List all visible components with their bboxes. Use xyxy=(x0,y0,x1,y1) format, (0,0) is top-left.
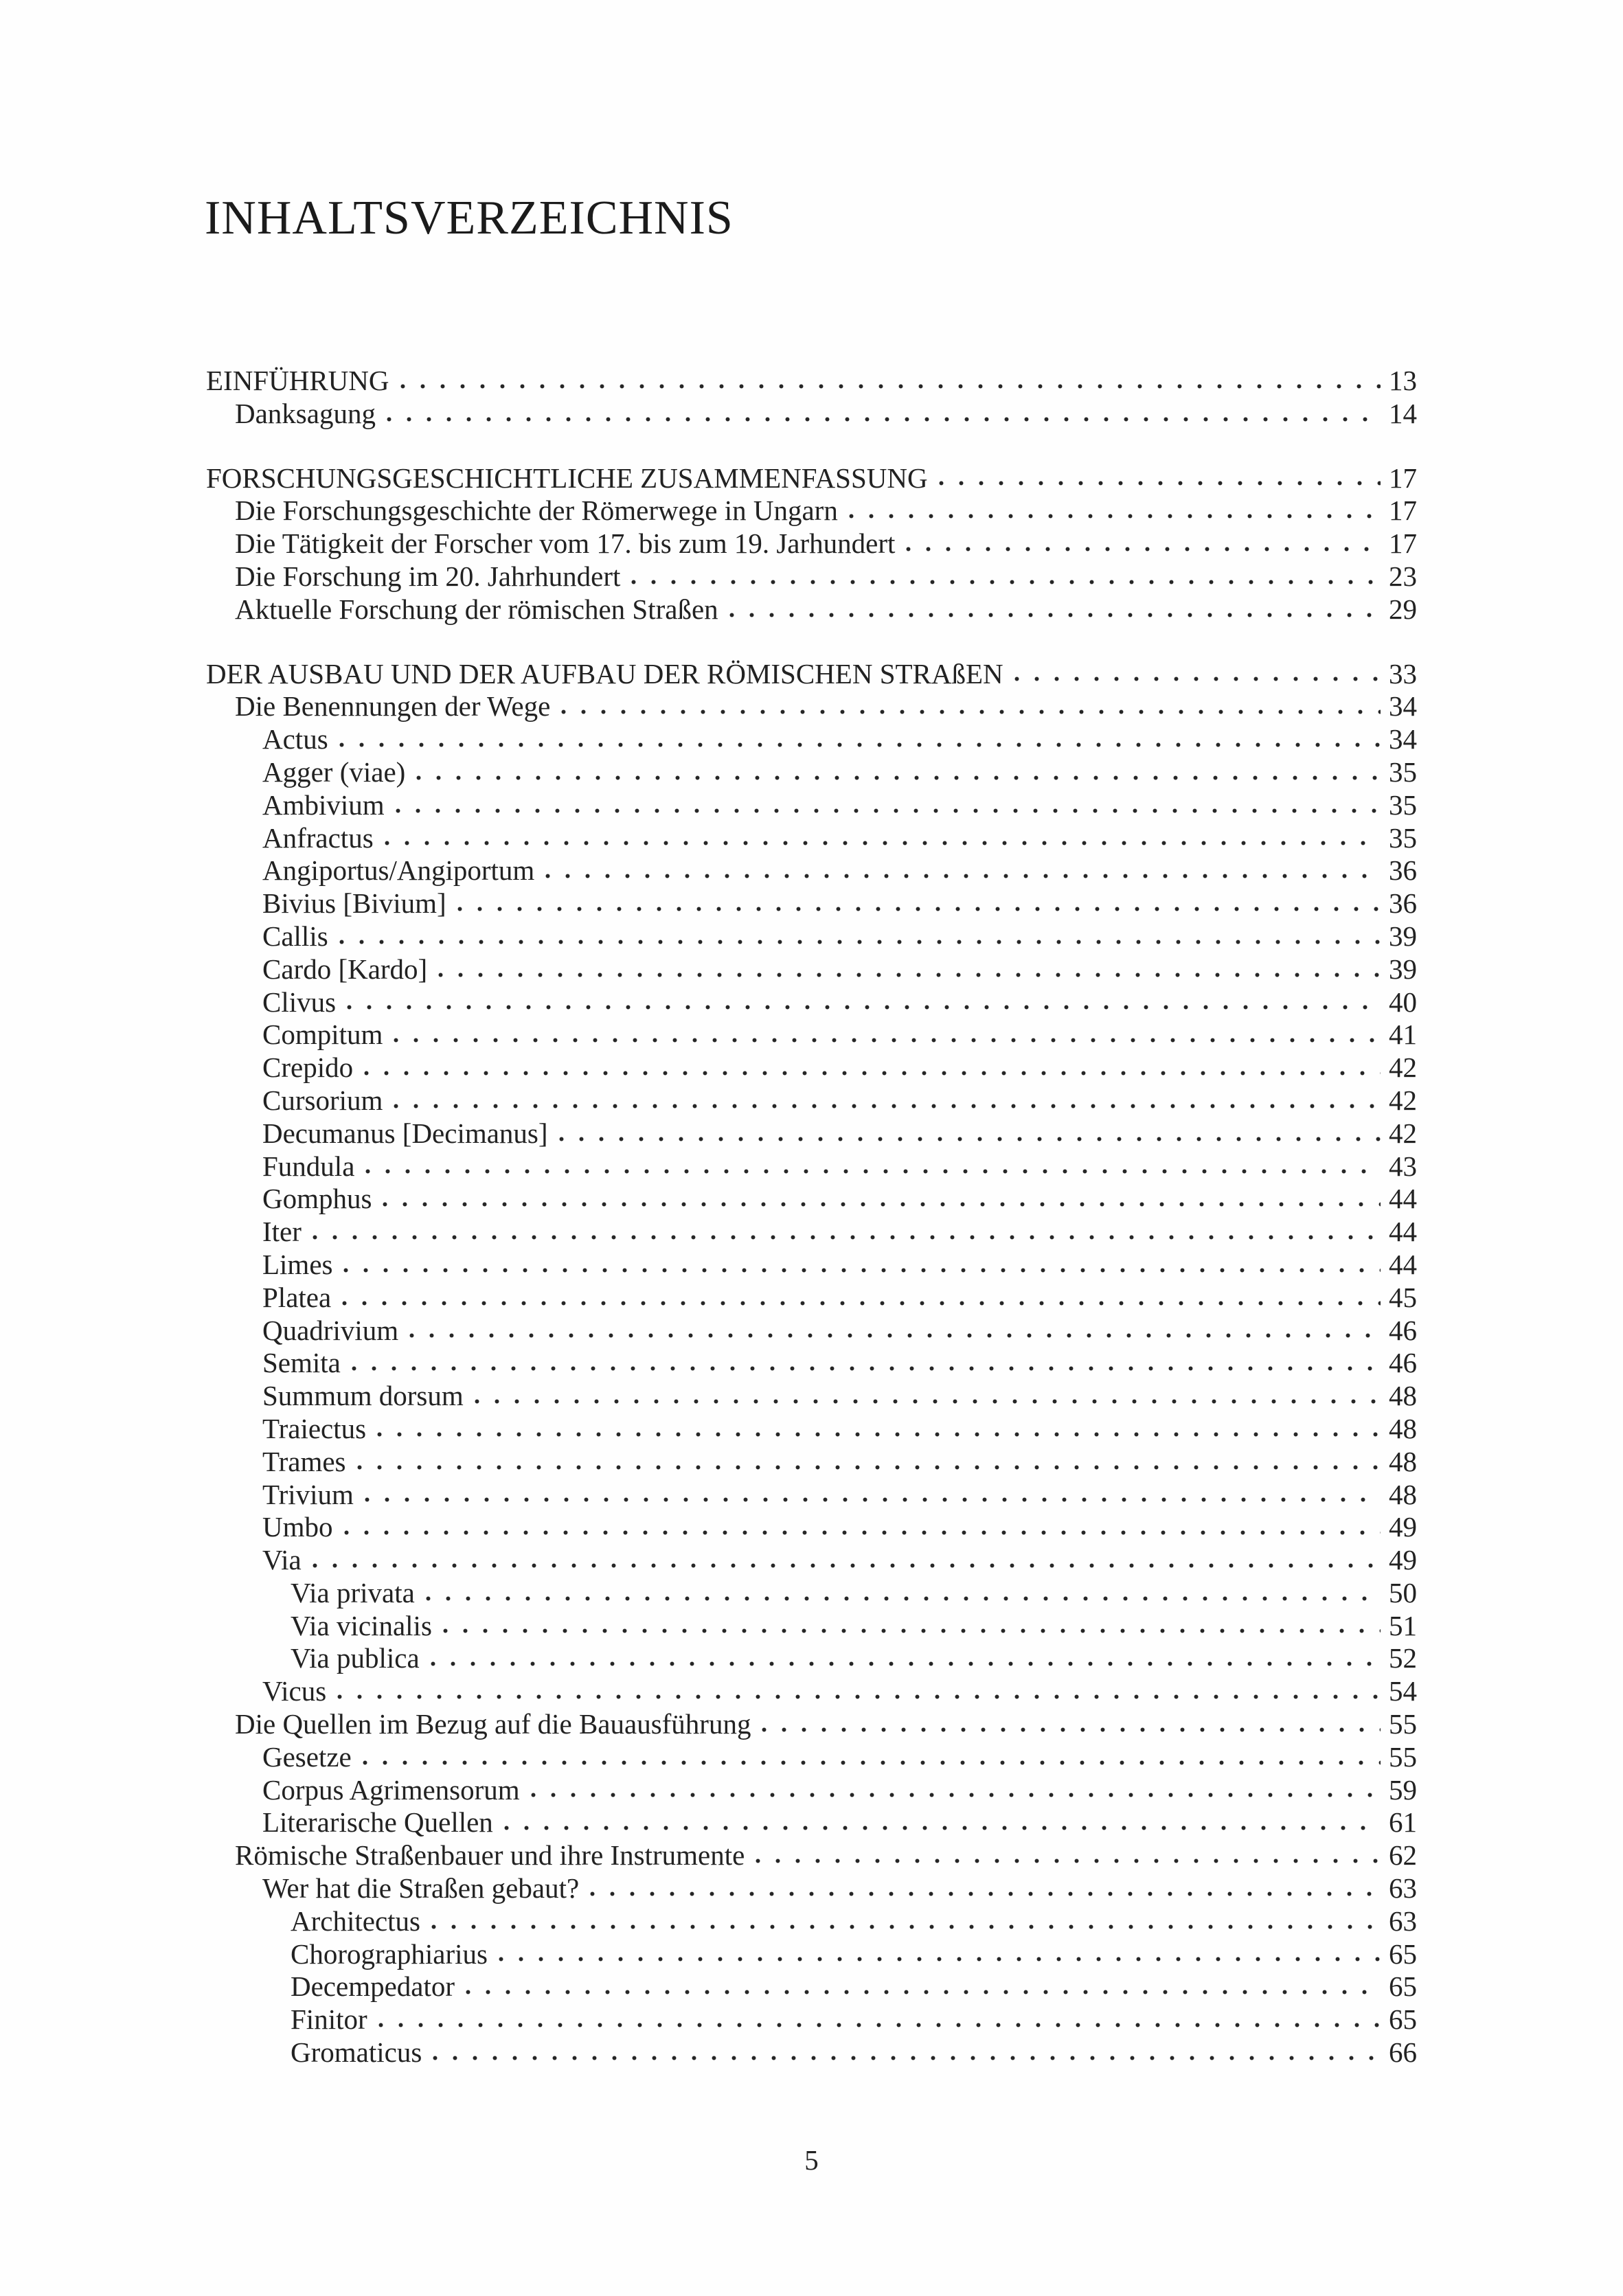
dot-leader xyxy=(378,2023,1381,2027)
toc-entry-label: EINFÜHRUNG xyxy=(206,365,389,396)
toc-entry-label: Cardo [Kardo] xyxy=(262,953,428,985)
toc-entry xyxy=(206,1741,1417,1774)
toc-entry-page-number: 17 xyxy=(1389,527,1417,560)
toc-entry xyxy=(206,1708,1417,1741)
toc-entry xyxy=(206,658,1417,691)
toc-entry-page-number: 29 xyxy=(1389,593,1417,625)
toc-entry xyxy=(206,1315,1417,1348)
toc-entry xyxy=(206,920,1417,953)
dot-leader xyxy=(906,547,1381,552)
toc-entry-label: Architectus xyxy=(291,1905,420,1937)
toc-entry-page-number: 65 xyxy=(1389,2003,1417,2036)
toc-entry-page-number: 14 xyxy=(1389,397,1417,429)
dot-leader xyxy=(431,1924,1381,1929)
toc-entry-page-number: 48 xyxy=(1389,1380,1417,1412)
dot-leader xyxy=(475,1399,1381,1404)
toc-entry-label: FORSCHUNGSGESCHICHTLICHE ZUSAMMENFASSUNG xyxy=(206,462,928,494)
toc-entry-page-number: 36 xyxy=(1389,854,1417,887)
toc-entry-page-number: 44 xyxy=(1389,1183,1417,1215)
toc-entry-label: Die Forschungsgeschichte der Römerwege in Ungarn xyxy=(235,495,838,527)
toc-entry-label: Crepido xyxy=(262,1052,354,1084)
dot-leader xyxy=(396,808,1381,813)
toc-entry xyxy=(206,2003,1417,2036)
toc-entry-label: Quadrivium xyxy=(262,1314,399,1346)
toc-entry-label: Clivus xyxy=(262,986,337,1018)
dot-leader xyxy=(409,1333,1381,1338)
toc-entry-label: Bivius [Bivium] xyxy=(262,887,446,920)
toc-entry-label: Callis xyxy=(262,920,328,952)
toc-entry-page-number: 65 xyxy=(1389,1937,1417,1970)
dot-leader xyxy=(342,1301,1381,1306)
toc-entry-label: Compitum xyxy=(262,1019,383,1051)
toc-entry-label: Wer hat die Straßen gebaut? xyxy=(262,1872,580,1905)
dot-leader xyxy=(343,1268,1381,1273)
dot-leader xyxy=(433,2056,1381,2060)
toc-entry-page-number: 33 xyxy=(1389,657,1417,690)
toc-entry-page-number: 36 xyxy=(1389,887,1417,920)
dot-leader xyxy=(365,1169,1381,1174)
dot-leader xyxy=(364,1071,1381,1076)
toc-entry-page-number: 46 xyxy=(1389,1314,1417,1346)
toc-entry-page-number: 44 xyxy=(1389,1216,1417,1248)
toc-entry-page-number: 17 xyxy=(1389,495,1417,527)
toc-entry-label: Trivium xyxy=(262,1478,354,1510)
toc-entry xyxy=(206,1249,1417,1282)
dot-leader xyxy=(531,1793,1381,1797)
toc-entry xyxy=(206,2036,1417,2069)
dot-leader xyxy=(431,1661,1381,1666)
toc-entry-label: Römische Straßenbauer und ihre Instrumente xyxy=(235,1839,745,1872)
toc-entry-page-number: 54 xyxy=(1389,1675,1417,1707)
toc-entry-label: Finitor xyxy=(291,2003,367,2036)
toc-entry xyxy=(206,1216,1417,1249)
toc-entry-page-number: 35 xyxy=(1389,788,1417,821)
toc-entry xyxy=(206,1183,1417,1216)
dot-leader xyxy=(631,580,1381,584)
dot-leader xyxy=(337,1694,1381,1699)
toc-entry-page-number: 42 xyxy=(1389,1084,1417,1116)
page-number: 5 xyxy=(804,2144,819,2176)
toc-entry xyxy=(206,1938,1417,1971)
dot-leader xyxy=(849,514,1381,519)
toc-entry-page-number: 62 xyxy=(1389,1839,1417,1872)
toc-entry-page-number: 44 xyxy=(1389,1248,1417,1280)
toc-entry-page-number: 65 xyxy=(1389,1970,1417,2003)
dot-leader xyxy=(352,1366,1381,1371)
toc-entry xyxy=(206,690,1417,723)
toc-entry-page-number: 17 xyxy=(1389,462,1417,494)
dot-leader xyxy=(394,1038,1381,1043)
toc-entry-label: Cursorium xyxy=(262,1084,383,1116)
toc-entry-page-number: 48 xyxy=(1389,1412,1417,1444)
toc-entry-label: Trames xyxy=(262,1445,346,1477)
dot-leader xyxy=(313,1563,1381,1568)
toc-entry xyxy=(206,1052,1417,1084)
toc-entry xyxy=(206,723,1417,756)
dot-leader xyxy=(377,1432,1381,1437)
toc-entry-page-number: 50 xyxy=(1389,1576,1417,1609)
dot-leader xyxy=(438,973,1381,977)
toc-entry xyxy=(206,1544,1417,1577)
toc-entry xyxy=(206,953,1417,986)
toc-entry-label: Via publica xyxy=(291,1642,420,1674)
toc-entry xyxy=(206,593,1417,626)
toc-entry-label: Decempedator xyxy=(291,1970,455,2003)
toc-entry-page-number: 23 xyxy=(1389,560,1417,592)
toc-entry-label: Summum dorsum xyxy=(262,1380,464,1412)
toc-entry xyxy=(206,1479,1417,1512)
toc-entry-label: Fundula xyxy=(262,1150,355,1182)
toc-entry xyxy=(206,1117,1417,1150)
dot-leader xyxy=(339,940,1381,944)
toc-entry xyxy=(206,789,1417,822)
toc-entry-page-number: 34 xyxy=(1389,723,1417,755)
toc-entry xyxy=(206,365,1417,398)
toc-entry xyxy=(206,1905,1417,1938)
dot-leader xyxy=(313,1235,1381,1240)
toc-entry-page-number: 55 xyxy=(1389,1708,1417,1740)
dot-leader xyxy=(559,1137,1381,1141)
toc-entry xyxy=(206,527,1417,560)
toc-entry-page-number: 48 xyxy=(1389,1445,1417,1477)
toc-entry-label: Gomphus xyxy=(262,1183,372,1215)
toc-entry xyxy=(206,1511,1417,1544)
dot-leader xyxy=(426,1596,1381,1601)
toc-entry xyxy=(206,1675,1417,1708)
toc-entry-page-number: 39 xyxy=(1389,953,1417,985)
dot-leader xyxy=(466,1990,1381,1994)
dot-leader xyxy=(363,1760,1381,1765)
toc-entry-page-number: 61 xyxy=(1389,1806,1417,1839)
toc-entry-label: DER AUSBAU UND DER AUFBAU DER RÖMISCHEN STRAßEN xyxy=(206,657,1003,690)
toc-entry-label: Actus xyxy=(262,723,328,755)
toc-entry-label: Vicus xyxy=(262,1675,327,1707)
dot-leader xyxy=(365,1497,1381,1502)
toc-entry-page-number: 34 xyxy=(1389,690,1417,723)
toc-entry-label: Die Benennungen der Wege xyxy=(235,690,551,723)
toc-entry xyxy=(206,822,1417,855)
dot-leader xyxy=(394,1104,1381,1109)
toc-entry xyxy=(206,1839,1417,1872)
toc-entry-page-number: 35 xyxy=(1389,755,1417,788)
toc-entry-label: Anfractus xyxy=(262,821,374,854)
table-of-contents xyxy=(206,365,1417,2069)
toc-entry-page-number: 42 xyxy=(1389,1052,1417,1084)
dot-leader xyxy=(443,1628,1381,1633)
toc-entry xyxy=(206,1413,1417,1446)
toc-entry xyxy=(206,1347,1417,1380)
toc-entry xyxy=(206,398,1417,431)
toc-entry-page-number: 42 xyxy=(1389,1117,1417,1149)
toc-entry xyxy=(206,1577,1417,1610)
toc-entry-label: Die Tätigkeit der Forscher vom 17. bis zum 19. Jarhundert xyxy=(235,527,896,560)
toc-entry xyxy=(206,1084,1417,1117)
toc-entry-page-number: 55 xyxy=(1389,1740,1417,1773)
toc-entry-label: Danksagung xyxy=(235,397,376,429)
dot-leader xyxy=(383,1202,1381,1207)
dot-leader xyxy=(339,742,1381,747)
toc-entry xyxy=(206,1970,1417,2003)
toc-entry xyxy=(206,1150,1417,1183)
toc-entry-page-number: 46 xyxy=(1389,1347,1417,1379)
toc-entry-label: Via xyxy=(262,1544,302,1576)
toc-entry-page-number: 51 xyxy=(1389,1609,1417,1641)
toc-entry xyxy=(206,1872,1417,1905)
toc-entry-page-number: 43 xyxy=(1389,1150,1417,1182)
toc-entry xyxy=(206,756,1417,789)
toc-entry-label: Limes xyxy=(262,1248,333,1280)
toc-entry-label: Semita xyxy=(262,1347,341,1379)
toc-entry-page-number: 59 xyxy=(1389,1773,1417,1806)
toc-entry-label: Decumanus [Decimanus] xyxy=(262,1117,548,1149)
toc-entry xyxy=(206,1774,1417,1807)
toc-entry-label: Agger (viae) xyxy=(262,755,406,788)
dot-leader xyxy=(939,481,1381,486)
dot-leader xyxy=(357,1465,1381,1470)
toc-entry-label: Gesetze xyxy=(262,1740,352,1773)
toc-entry xyxy=(206,1019,1417,1052)
toc-entry xyxy=(206,1610,1417,1643)
toc-entry-label: Umbo xyxy=(262,1511,333,1543)
toc-entry-page-number: 49 xyxy=(1389,1544,1417,1576)
toc-entry-page-number: 63 xyxy=(1389,1905,1417,1937)
toc-entry-page-number: 41 xyxy=(1389,1019,1417,1051)
toc-entry xyxy=(206,495,1417,527)
toc-entry xyxy=(206,887,1417,920)
dot-leader xyxy=(400,384,1381,389)
toc-entry-label: Angiportus/Angiportum xyxy=(262,854,535,887)
toc-entry xyxy=(206,1446,1417,1479)
toc-entry xyxy=(206,1282,1417,1315)
dot-leader xyxy=(545,874,1381,878)
toc-entry-page-number: 52 xyxy=(1389,1642,1417,1674)
toc-entry-label: Via vicinalis xyxy=(291,1609,432,1641)
dot-leader xyxy=(590,1891,1381,1896)
toc-entry xyxy=(206,1380,1417,1413)
toc-entry-label: Chorographiarius xyxy=(291,1937,488,1970)
toc-entry-label: Ambivium xyxy=(262,788,385,821)
toc-entry-page-number: 35 xyxy=(1389,821,1417,854)
toc-entry-label: Platea xyxy=(262,1281,332,1313)
dot-leader xyxy=(385,841,1381,845)
toc-entry-page-number: 39 xyxy=(1389,920,1417,952)
toc-entry-label: Gromaticus xyxy=(291,2036,422,2069)
dot-leader xyxy=(762,1727,1381,1732)
toc-entry-label: Die Forschung im 20. Jahrhundert xyxy=(235,560,621,592)
dot-leader xyxy=(756,1859,1381,1863)
toc-entry xyxy=(206,462,1417,495)
toc-entry-label: Traiectus xyxy=(262,1412,367,1444)
toc-entry-page-number: 40 xyxy=(1389,986,1417,1018)
page-title: INHALTSVERZEICHNIS xyxy=(205,191,734,245)
toc-entry xyxy=(206,1642,1417,1675)
toc-entry-page-number: 63 xyxy=(1389,1872,1417,1905)
toc-entry-page-number: 49 xyxy=(1389,1511,1417,1543)
dot-leader xyxy=(504,1826,1381,1830)
toc-entry xyxy=(206,854,1417,887)
dot-leader xyxy=(416,775,1381,780)
dot-leader xyxy=(347,1005,1381,1010)
toc-entry-page-number: 66 xyxy=(1389,2036,1417,2069)
toc-entry xyxy=(206,986,1417,1019)
dot-leader xyxy=(561,709,1381,714)
toc-entry-page-number: 48 xyxy=(1389,1478,1417,1510)
toc-entry-label: Die Quellen im Bezug auf die Bauausführung xyxy=(235,1708,751,1740)
toc-entry xyxy=(206,1806,1417,1839)
dot-leader xyxy=(499,1957,1381,1962)
toc-entry-label: Iter xyxy=(262,1216,302,1248)
dot-leader xyxy=(344,1530,1381,1535)
toc-entry-page-number: 45 xyxy=(1389,1281,1417,1313)
toc-entry-label: Corpus Agrimensorum xyxy=(262,1773,520,1806)
toc-entry-page-number: 13 xyxy=(1389,365,1417,396)
dot-leader xyxy=(1014,677,1381,681)
toc-entry xyxy=(206,560,1417,593)
dot-leader xyxy=(387,417,1381,422)
toc-entry-label: Literarische Quellen xyxy=(262,1806,493,1839)
dot-leader xyxy=(729,613,1381,617)
toc-entry-label: Aktuelle Forschung der römischen Straßen xyxy=(235,593,718,625)
toc-entry-label: Via privata xyxy=(291,1576,415,1609)
dot-leader xyxy=(457,907,1381,911)
